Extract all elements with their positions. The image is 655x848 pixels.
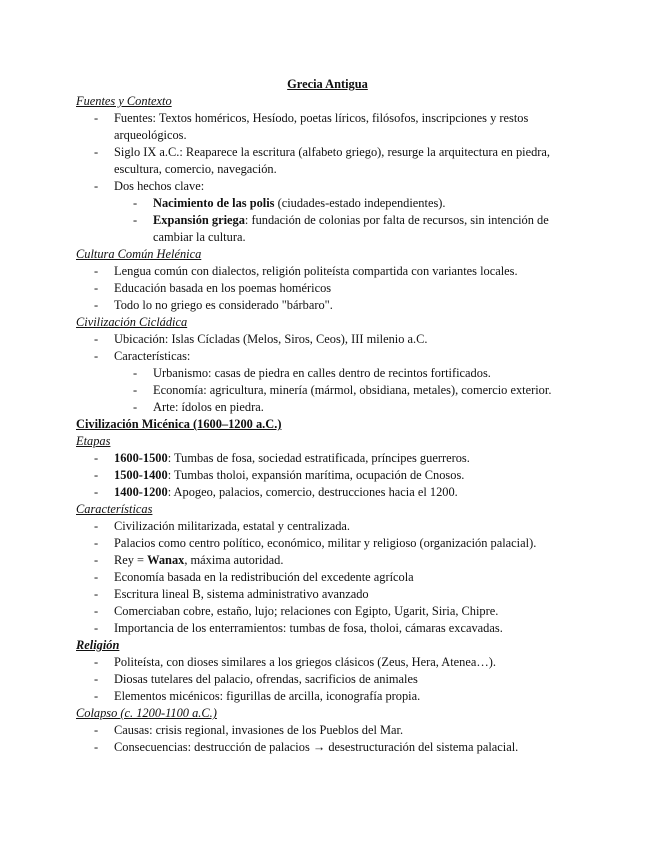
dash-bullet: -	[133, 213, 138, 227]
list-item	[76, 739, 576, 756]
list-item	[76, 518, 576, 535]
list-item	[76, 110, 576, 144]
sub-list-item	[76, 365, 576, 382]
list-item-text: Rey =	[114, 553, 148, 567]
list-item	[76, 654, 576, 671]
section-heading-micenica: Civilización Micénica (1600–1200 a.C.)	[76, 417, 282, 431]
list-item-text: Elementos micénicos: figurillas de arcilla, iconografía propia.	[114, 689, 421, 703]
list-item	[76, 603, 576, 620]
list-item-text: : Tumbas tholoi, expansión marítima, ocupación de Cnosos.	[167, 468, 465, 482]
list-item-text: Diosas tutelares del palacio, ofrendas, sacrificios de animales	[114, 672, 418, 686]
dash-bullet: -	[133, 366, 138, 380]
bold-term: 1500-1400	[114, 468, 168, 482]
list-item-text: Características:	[114, 349, 191, 363]
bold-term: 1600-1500	[114, 451, 168, 465]
list-item-text: Arte: ídolos en piedra.	[153, 400, 264, 414]
dash-bullet: -	[94, 689, 99, 703]
dash-bullet: -	[94, 604, 99, 618]
list-item-text: Palacios como centro político, económico, militar y religioso (organización palacial).	[114, 536, 537, 550]
dash-bullet: -	[94, 672, 99, 686]
list-item-text: Consecuencias: destrucción de palacios → desestructuración del sistema palacial.	[114, 740, 519, 754]
section-heading-cicladica: Civilización Cicládica	[76, 315, 188, 329]
list-item	[76, 535, 576, 552]
dash-bullet: -	[133, 400, 138, 414]
list-item	[76, 178, 576, 195]
bold-term: Nacimiento de las polis	[153, 196, 275, 210]
list-item-text: Ubicación: Islas Cícladas (Melos, Siros, Ceos), III milenio a.C.	[114, 332, 428, 346]
dash-bullet: -	[94, 145, 99, 159]
list-item	[76, 144, 576, 178]
dash-bullet: -	[133, 383, 138, 397]
list-item	[76, 671, 576, 688]
dash-bullet: -	[94, 655, 99, 669]
list-item-text: Escritura lineal B, sistema administrativo avanzado	[114, 587, 369, 601]
subsection-heading-colapso: Colapso (c. 1200-1100 a.C.)	[76, 706, 217, 720]
sub-list-item	[76, 212, 576, 246]
list-item	[76, 569, 576, 586]
list-item	[76, 620, 576, 637]
list-item	[76, 348, 576, 365]
document-title: Grecia Antigua	[287, 77, 368, 91]
dash-bullet: -	[94, 621, 99, 635]
dash-bullet: -	[94, 740, 99, 754]
list-item-text: Urbanismo: casas de piedra en calles dentro de recintos fortificados.	[153, 366, 491, 380]
dash-bullet: -	[94, 298, 99, 312]
list-item-text: Siglo IX a.C.: Reaparece la escritura (alfabeto griego), resurge la arquitectura en piedra, escultura, comercio, navegación.	[114, 145, 550, 176]
list-item-text: : fundación de colonias por falta de recursos, sin intención de cambiar la cultura.	[153, 213, 549, 244]
list-item	[76, 297, 576, 314]
list-item	[76, 467, 576, 484]
list-item-text: : Tumbas de fosa, sociedad estratificada, príncipes guerreros.	[167, 451, 470, 465]
dash-bullet: -	[94, 111, 99, 125]
list-item	[76, 450, 576, 467]
list-item	[76, 484, 576, 501]
dash-bullet: -	[94, 536, 99, 550]
list-item-text: Economía: agricultura, minería (mármol, obsidiana, metales), comercio exterior.	[153, 383, 552, 397]
subsection-heading-etapas: Etapas	[76, 434, 111, 448]
list-item	[76, 586, 576, 603]
list-item	[76, 331, 576, 348]
dash-bullet: -	[94, 570, 99, 584]
dash-bullet: -	[94, 451, 99, 465]
dash-bullet: -	[94, 264, 99, 278]
list-item-text: Dos hechos clave:	[114, 179, 205, 193]
sub-list-item	[76, 399, 576, 416]
dash-bullet: -	[94, 281, 99, 295]
section-heading-fuentes: Fuentes y Contexto	[76, 94, 172, 108]
dash-bullet: -	[94, 349, 99, 363]
bold-term: Wanax	[147, 553, 185, 567]
dash-bullet: -	[94, 179, 99, 193]
sub-list-item	[76, 195, 576, 212]
list-item	[76, 552, 576, 569]
list-item-text: Civilización militarizada, estatal y centralizada.	[114, 519, 351, 533]
list-item-text: Politeísta, con dioses similares a los griegos clásicos (Zeus, Hera, Atenea…).	[114, 655, 496, 669]
list-item-text: : Apogeo, palacios, comercio, destrucciones hacia el 1200.	[167, 485, 458, 499]
dash-bullet: -	[133, 196, 138, 210]
dash-bullet: -	[94, 553, 99, 567]
dash-bullet: -	[94, 468, 99, 482]
document-body	[76, 93, 576, 756]
list-item-text: Comerciaban cobre, estaño, lujo; relaciones con Egipto, Ugarit, Siria, Chipre.	[114, 604, 499, 618]
list-item	[76, 722, 576, 739]
list-item-text: Importancia de los enterramientos: tumbas de fosa, tholoi, cámaras excavadas.	[114, 621, 503, 635]
list-item-text: Causas: crisis regional, invasiones de los Pueblos del Mar.	[114, 723, 404, 737]
dash-bullet: -	[94, 519, 99, 533]
dash-bullet: -	[94, 723, 99, 737]
list-item	[76, 263, 576, 280]
subsection-heading-caracteristicas: Características	[76, 502, 153, 516]
bold-term: Expansión griega	[153, 213, 245, 227]
list-item-text: Fuentes: Textos homéricos, Hesíodo, poetas líricos, filósofos, inscripciones y restos arqueológicos.	[114, 111, 529, 142]
subsection-heading-religion: Religión	[76, 638, 120, 652]
dash-bullet: -	[94, 587, 99, 601]
section-heading-cultura: Cultura Común Helénica	[76, 247, 202, 261]
list-item-text: (ciudades-estado independientes).	[274, 196, 446, 210]
bold-term: 1400-1200	[114, 485, 168, 499]
dash-bullet: -	[94, 332, 99, 346]
list-item-text: Economía basada en la redistribución del excedente agrícola	[114, 570, 414, 584]
list-item	[76, 280, 576, 297]
dash-bullet: -	[94, 485, 99, 499]
list-item	[76, 688, 576, 705]
list-item-text: Educación basada en los poemas homéricos	[114, 281, 332, 295]
list-item-text: , máxima autoridad.	[184, 553, 284, 567]
list-item-text: Todo lo no griego es considerado "bárbaro".	[114, 298, 333, 312]
sub-list-item	[76, 382, 576, 399]
list-item-text: Lengua común con dialectos, religión politeísta compartida con variantes locales.	[114, 264, 518, 278]
